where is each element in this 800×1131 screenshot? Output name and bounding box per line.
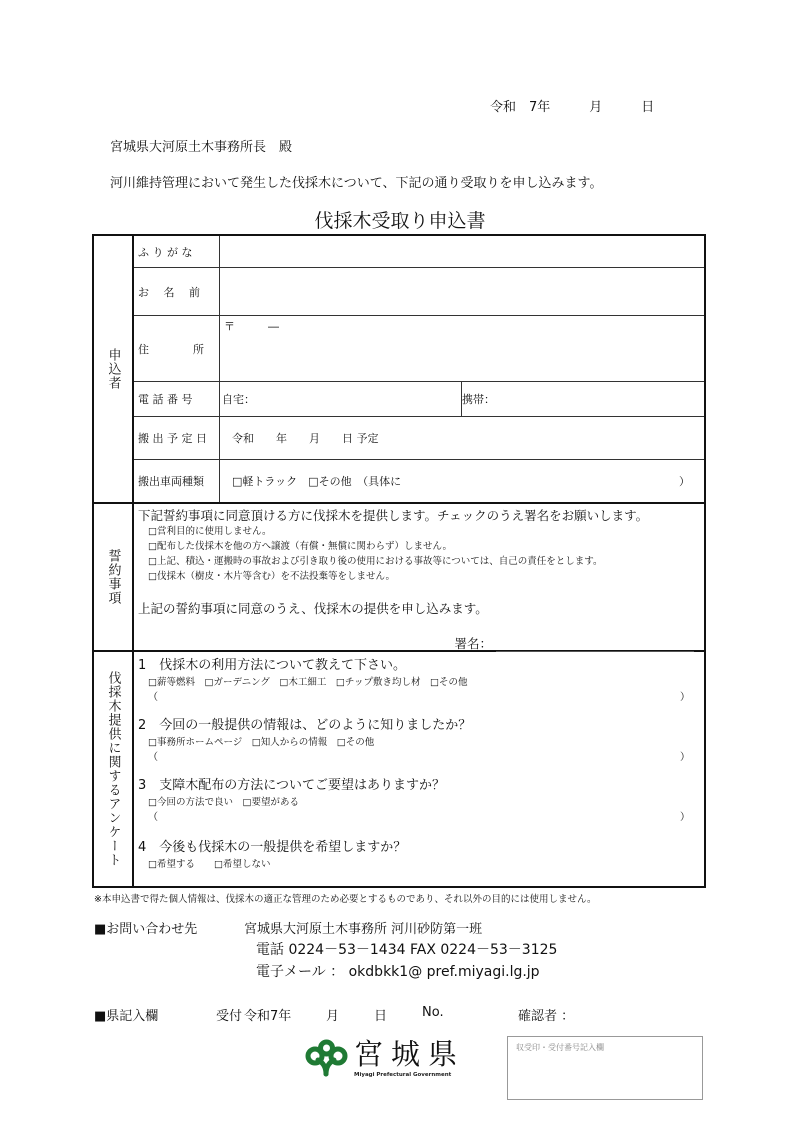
vehicle-type-options[interactable]: □軽トラック □その他 （具体に xyxy=(232,475,402,488)
pref-received-label: 受付 xyxy=(216,1009,243,1024)
pref-number-label: No. xyxy=(422,1005,444,1020)
name-row xyxy=(134,268,704,316)
question-options[interactable]: □今回の方法で良い □要望がある xyxy=(148,797,299,808)
question-title: 1 伐採木の利用方法について教えて下さい。 xyxy=(138,658,407,673)
pref-entry-label: ■県記入欄 xyxy=(94,1009,159,1024)
furigana-field[interactable] xyxy=(220,236,704,267)
application-date: 令和 7年 月 日 xyxy=(490,100,655,115)
name-field[interactable] xyxy=(220,268,704,315)
survey-question xyxy=(138,714,694,762)
pledge-heading: 下記誓約事項に同意頂ける方に伐採木を提供します。チェックのうえ署名をお願いします。 xyxy=(138,508,649,523)
mobile-phone-field[interactable] xyxy=(462,382,704,416)
privacy-note: ※本申込書で得た個人情報は、伐採木の適正な管理のため必要とするものであり、それ以外の目的には使用しません。 xyxy=(94,894,597,905)
pledge-agreement-text: 上記の誓約事項に同意のうえ、伐採木の提供を申し込みます。 xyxy=(138,601,488,616)
pickup-date-row xyxy=(134,417,704,460)
phone-label: 電 話 番 号 xyxy=(134,382,220,416)
question-options[interactable]: □事務所ホームページ □知人からの情報 □その他 xyxy=(148,737,375,748)
addressee: 宮城県大河原土木事務所長 殿 xyxy=(110,140,293,155)
receipt-stamp-box[interactable] xyxy=(507,1036,703,1100)
application-form-table xyxy=(92,234,706,888)
survey-section-label: 伐採木提供に関するアンケート xyxy=(94,652,134,886)
address-label: 住 所 xyxy=(134,316,220,381)
pledge-section xyxy=(94,504,704,652)
pref-received-day: 日 xyxy=(374,1009,388,1024)
contact-phone: 電話 0224－53－1434 FAX 0224－53－3125 xyxy=(256,942,558,958)
logo-name: 宮城県 xyxy=(354,1037,466,1071)
stamp-box-label: 収受印・受付番号記入欄 xyxy=(516,1043,604,1052)
pref-received-month: 月 xyxy=(326,1009,340,1024)
pledge-item[interactable]: □伐採木（樹皮・木片等含む）を不法投棄等をしません。 xyxy=(148,571,396,582)
pickup-date-value: 令和 年 月 日 予定 xyxy=(232,432,379,445)
survey-question xyxy=(138,654,694,702)
applicant-section xyxy=(94,236,704,504)
question-free-text[interactable]: （ ） xyxy=(148,812,690,823)
vehicle-type-field[interactable] xyxy=(220,460,704,502)
contact-office: 宮城県大河原土木事務所 河川砂防第一班 xyxy=(244,922,483,937)
question-options[interactable]: □希望する □希望しない xyxy=(148,859,271,870)
vehicle-close-paren: ） xyxy=(679,475,690,488)
contact-email: 電子メール ： okdbkk1@ pref.miyagi.lg.jp xyxy=(256,964,540,980)
question-title: 2 今回の一般提供の情報は、どのように知りましたか？ xyxy=(138,718,472,733)
address-field[interactable] xyxy=(220,316,704,381)
signature-field[interactable] xyxy=(454,634,694,652)
miyagi-leaf-emblem-icon xyxy=(304,1038,350,1078)
pledge-section-label: 誓約事項 xyxy=(94,504,134,650)
pref-received-date: 令和7年 xyxy=(244,1009,292,1024)
vehicle-type-label: 搬出車両種類 xyxy=(134,460,220,502)
survey-question xyxy=(138,836,694,870)
name-label: お 名 前 xyxy=(134,268,220,315)
postal-code-mark: 〒 ― xyxy=(224,320,279,333)
contact-label: ■お問い合わせ先 xyxy=(94,922,198,937)
pledge-item[interactable]: □配布した伐採木を他の方へ譲渡（有償・無償に関わらず）しません。 xyxy=(148,541,453,552)
mobile-phone-label: 携帯： xyxy=(462,393,495,406)
question-title: 4 今後も伐採木の一般提供を希望しますか？ xyxy=(138,840,407,855)
pledge-checklist xyxy=(148,524,603,584)
signature-label: 署名： xyxy=(454,636,492,651)
pledge-item[interactable]: □上記、積込・運搬時の事故および引き取り後の使用における事故等については、自己の責任をとします。 xyxy=(148,556,603,567)
logo-subtitle: Miyagi Prefectural Government xyxy=(354,1072,452,1078)
question-free-text[interactable]: （ ） xyxy=(148,692,690,703)
address-row xyxy=(134,316,704,382)
pickup-date-label: 搬 出 予 定 日 xyxy=(134,417,220,459)
phone-row xyxy=(134,382,704,417)
survey-section xyxy=(94,652,704,886)
prefecture-entry-row xyxy=(94,1005,714,1025)
pledge-item[interactable]: □営利目的に使用しません。 xyxy=(148,526,272,537)
question-options[interactable]: □薪等燃料 □ガーデニング □木工細工 □チップ敷き均し材 □その他 xyxy=(148,677,468,688)
pickup-date-field[interactable] xyxy=(220,417,704,459)
signature-line[interactable] xyxy=(496,637,694,652)
miyagi-prefecture-logo xyxy=(304,1038,474,1084)
vehicle-type-row xyxy=(134,460,704,502)
survey-question xyxy=(138,774,694,822)
furigana-label: ふ り が な xyxy=(134,236,220,267)
home-phone-field[interactable] xyxy=(220,382,462,416)
form-title: 伐採木受取り申込書 xyxy=(314,210,486,232)
pref-confirmer-label: 確認者 ： xyxy=(518,1009,575,1024)
question-free-text[interactable]: （ ） xyxy=(148,752,690,763)
question-title: 3 支障木配布の方法についてご要望はありますか？ xyxy=(138,778,446,793)
home-phone-label: 自宅： xyxy=(222,393,255,406)
furigana-row xyxy=(134,236,704,268)
applicant-section-label: 申込者 xyxy=(94,236,134,502)
intro-text: 河川維持管理において発生した伐採木について、下記の通り受取りを申し込みます。 xyxy=(110,176,603,191)
